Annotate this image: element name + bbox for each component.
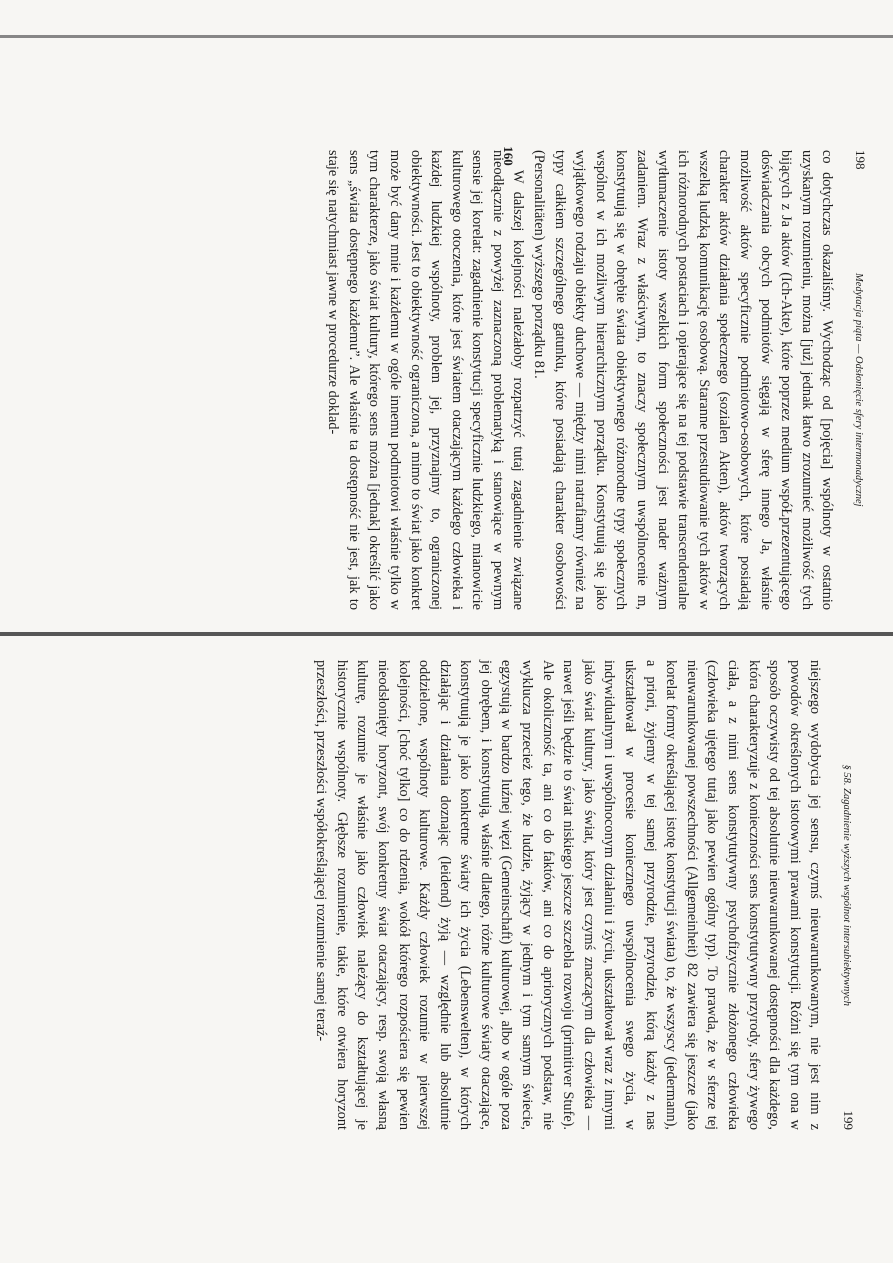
paragraph: W dalszej kolejności należałoby rozpatrzyć tutaj zagadnienie związane nieodłącznie z powyżej zaznaczoną problematyką i stanowiące w pewnym sensie jej korelat: zagadnienie konstytucji specyficznie ludzkiego, mianowicie kulturowego otoczenia, które jest światem otaczającym każdego człowieka i każdej ludzkiej wspólnoty, problem jej, przyznajmy to, ograniczonej obiektywności. Jest to obiektywność ograniczona, a mimo to świat jako konkret może być dany mnie i każdemu w ogóle innemu podmiotowi właśnie tylko w tym charakterze, jako świat kultury, którego sens można [jednak] określić jako sens „świata dostępnego każdemu”. Ale właśnie ta dostępność nie jest, jak to staje się natychmiast jawne w procedurze doklad- <box>325 150 527 610</box>
scan-edge-top <box>0 35 893 38</box>
page-198 <box>64 150 870 610</box>
running-head: § 58. Zagadnienie wyższych wspólnot intersubiektywnych <box>841 764 852 1006</box>
page-number: 198 <box>853 150 868 170</box>
page-body <box>323 150 838 610</box>
page-header <box>835 660 858 1130</box>
running-head: Medytacja piąta — Odsłonięcie sfery intermonadycznej <box>853 272 864 507</box>
page-199 <box>52 660 858 1130</box>
book-gutter <box>0 632 893 636</box>
margin-page-reference: 160 <box>500 146 516 166</box>
page-body <box>311 660 826 1130</box>
page-header <box>847 150 870 610</box>
scan-upper-half <box>0 40 893 630</box>
paragraph: niejszego wydobycia jej sensu, czymś nieuwarunkowanym, nie jest nim z powodów określonych istotowymi prawami konstytucji. Różni się tym ona w sposób oczywisty od tej absolutnie nieuwarunkowanej dostępności dla każdego, która charakteryzuje z konieczności sens konstytutywny przyrody, sfery żywego ciała, a z nimi sens konstytutywny psychofizycznie złożonego człowieka (człowieka ujętego tutaj jako pewien ogólny typ). To prawda, że w sferze tej nieuwarunkowanej powszechności (Allgemeinheit) 82 zawiera się jeszcze (jako korelat formy określającej istotę konstytucji świata) to, że wszyscy (jedermann), a priori, żyjemy w tej samej przyrodzie, przyrodzie, którą każdy z nas ukształtował w procesie koniecznego uwspólnocenia swego życia, w indywidualnym i uwspólnoconym działaniu i życiu, ukształtował wraz z innymi jako świat kultury, jako świat, który jest czymś znaczącym dla człowieka — nawet jeśli będzie to świat niskiego jeszcze szczebla rozwoju (primitiver Stufe). Ale okoliczność ta, ani co do faktów, ani co do apriorycznych podstaw, nie wyklucza przecież tego, że ludzie, żyjący w jednym i tym samym świecie, egzystują w bardzo luźnej więzi (Gemeinschaft) kulturowej, albo w ogóle poza jej obrębem, i konstytuują, właśnie dlatego, różne kulturowe światy otaczające, konstytuują je jako konkretne światy ich życia (Lebenswelten), w których działając i działania doznając (leidend) żyją — względnie lub absolutnie oddzielone, wspólnoty kulturowe. Każdy człowiek rozumie w pierwszej kolejności, [choć tylko] co do rdzenia, wokół którego rozpościera się pewien nieodsłonięty horyzont, swój konkretny świat otaczający, resp. swoją własną kulturę, rozumie je właśnie jako człowiek należący do kształtującej je historycznie wspólnoty. Głębsze rozumienie, takie, które otwiera horyzont przeszłości, przeszłości współokreślającej rozumienie samej teraź- <box>313 660 824 1130</box>
scan-lower-half <box>0 640 893 1263</box>
paragraph: co dotychczas okazaliśmy. Wychodząc od [pojęcia] wspólnoty w ostatnio uzyskanym rozumieniu, można [już] jednak łatwo zrozumieć możliwość tych bijących z Ja aktów (Ich-Akte), które poprzez medium wspóŁprzezentującego doświadczania obcych podmiotów sięgają w sferę innego Ja, właśnie możliwość aktów specyficznie podmiotowo-osobowych, które posiadają charakter aktów działania społecznego (sozialen Akten), aktów tworzących wszelką ludzką komunikację osobową. Staranne przestudiowanie tych aktów w ich różnorodnych postaciach i opierające się na tej podstawie transcendentalne wytłumaczenie istoty wszelkich form społeczności jest nader ważnym zadaniem. Wraz z właściwym, to znaczy społecznym uwspólnocenie m, konstytuują się w obrębie świata obiektywnego różnorodne typy społecznych wspólnot w ich możliwym hierarchicznym porządku. Konstytuują się jako wyjątkowego rodzaju obiekty duchowe — między nimi natrafiamy również na typy całkiem szczególnego gatunku, które posiadają charakter osobowości (Personalitäten) wyższego porządku 81. <box>531 150 836 610</box>
page-number: 199 <box>841 1110 856 1130</box>
